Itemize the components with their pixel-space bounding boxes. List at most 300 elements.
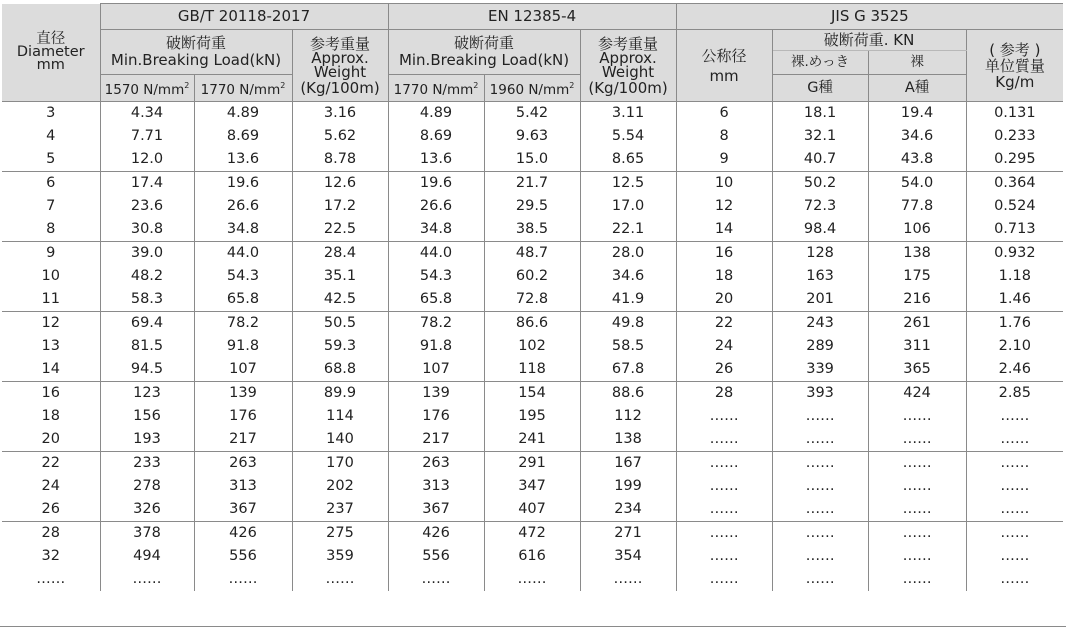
en-load-1770-value: …… — [421, 571, 451, 587]
en-weight-en1: Approx. — [599, 48, 657, 67]
en-weight-value: 167 — [614, 455, 642, 471]
diameter-cell — [2, 452, 100, 522]
gb-load-1570-value: 48.2 — [130, 268, 164, 284]
en-load-1770-cell — [388, 172, 484, 242]
jis-unit-weight-value: 2.10 — [998, 338, 1031, 354]
jis-unit-weight-value: 0.131 — [994, 105, 1036, 121]
jis-breaking-header: 破断荷重. KN — [772, 30, 966, 51]
en-standard-header: EN 12385-4 — [388, 4, 676, 30]
diameter-value: …… — [36, 571, 66, 587]
gb-weight-value: 5.62 — [323, 128, 357, 144]
jis-unit-weight-value: …… — [1000, 525, 1030, 541]
gb-load-1570-value: 23.6 — [130, 198, 164, 214]
en-load-1770-value: 426 — [422, 525, 450, 541]
en-load-1960-value: 241 — [518, 431, 546, 447]
en-load-1960-value: 72.8 — [515, 291, 549, 307]
en-load-1770-cell — [388, 312, 484, 382]
gb-load-1770-value: 426 — [229, 525, 257, 541]
en-load-1960-cell — [484, 242, 580, 312]
diameter-value: 4 — [46, 128, 56, 144]
gb-load-1770-value: 313 — [229, 478, 257, 494]
jis-load-g-value: 393 — [806, 385, 834, 401]
gb-load-1770-value: 4.89 — [226, 105, 260, 121]
en-weight-value: 58.5 — [611, 338, 645, 354]
en-load-1960-value: 5.42 — [515, 105, 549, 121]
diameter-value: 22 — [41, 455, 60, 471]
gb-breaking-cn: 破断荷重 — [165, 34, 226, 53]
jis-load-a-value: …… — [902, 525, 932, 541]
jis-unit-weight-value: 0.524 — [994, 198, 1036, 214]
gb-load-1570-value: 39.0 — [130, 245, 164, 261]
gb-weight-value: 59.3 — [323, 338, 357, 354]
en-load-1960-value: 347 — [518, 478, 546, 494]
en-load-1770-value: 91.8 — [419, 338, 453, 354]
jis-load-a-value: 19.4 — [900, 105, 934, 121]
gb-weight-cell — [292, 382, 388, 452]
jis-nominal-cell — [676, 522, 772, 592]
en-weight-value: 234 — [614, 501, 642, 517]
jis-load-a-value: 43.8 — [900, 151, 934, 167]
en-weight-value: 8.65 — [611, 151, 645, 167]
jis-load-g-cell — [772, 102, 868, 172]
en-load-1770-value: 4.89 — [419, 105, 453, 121]
gb-load-1570-value: 193 — [133, 431, 161, 447]
jis-load-g-value: 98.4 — [803, 221, 837, 237]
gb-weight-value: 42.5 — [323, 291, 357, 307]
gb-load-1770-value: 556 — [229, 548, 257, 564]
gb-load-1770-value: 26.6 — [226, 198, 260, 214]
jis-load-g-value: …… — [805, 571, 835, 587]
en-load-1770-value: 176 — [422, 408, 450, 424]
jis-unit-weight-value: 0.233 — [994, 128, 1036, 144]
gb-weight-cell — [292, 102, 388, 172]
jis-unit-weight-value: …… — [1000, 571, 1030, 587]
en-weight-value: 354 — [614, 548, 642, 564]
jis-load-g-cell — [772, 452, 868, 522]
gb-load-1770-value: 91.8 — [226, 338, 260, 354]
gb-weight-en2: Weight — [313, 62, 367, 81]
diameter-value: 24 — [41, 478, 60, 494]
diameter-value: 12 — [41, 315, 60, 331]
en-load-1770-value: 367 — [422, 501, 450, 517]
en-load-1960-value: 616 — [518, 548, 546, 564]
jis-load-a-value: 311 — [903, 338, 931, 354]
jis-nominal-value: 26 — [714, 361, 734, 377]
en-weight-value: 271 — [614, 525, 642, 541]
gb-load-1770-cell — [194, 312, 292, 382]
jis-nominal-value: 22 — [714, 315, 734, 331]
diameter-value: 6 — [46, 175, 56, 191]
en-load-1770-cell — [388, 382, 484, 452]
jis-unit-weight-cell — [966, 452, 1063, 522]
jis-unit-weight-value: …… — [1000, 408, 1030, 424]
diameter-header-unit: mm — [36, 56, 65, 73]
jis-nominal-cell — [676, 382, 772, 452]
gb-weight-value: 12.6 — [323, 175, 357, 191]
jis-unit-weight-value: 0.932 — [994, 245, 1036, 261]
gb-weight-value: 237 — [326, 501, 354, 517]
en-load-1770-cell — [388, 242, 484, 312]
jis-unit-weight-value: 2.85 — [998, 385, 1031, 401]
gb-load-1570-cell — [100, 102, 194, 172]
diameter-value: 3 — [46, 105, 56, 121]
en-load-1960-value: 9.63 — [515, 128, 549, 144]
en-load-1960-value: 29.5 — [515, 198, 549, 214]
en-weight-cell — [580, 172, 676, 242]
gb-weight-cell — [292, 452, 388, 522]
en-weight-cell — [580, 242, 676, 312]
jis-load-a-cell — [868, 312, 966, 382]
en-grade-1960 — [484, 74, 580, 102]
jis-load-g-value: 40.7 — [803, 151, 837, 167]
jis-nominal-cell — [676, 102, 772, 172]
jis-unit-weight-cell — [966, 312, 1063, 382]
jis-nominal-value: 8 — [719, 128, 729, 144]
jis-nominal-value: …… — [709, 548, 739, 564]
jis-nominal-unit: mm — [709, 66, 739, 85]
gb-load-1770-cell — [194, 522, 292, 592]
jis-load-a-value: …… — [902, 478, 932, 494]
gb-grade-1770-sup: 2 — [280, 80, 286, 90]
en-load-1960-cell — [484, 382, 580, 452]
gb-load-1570-cell — [100, 312, 194, 382]
jis-nominal-value: …… — [709, 408, 739, 424]
gb-weight-value: 22.5 — [323, 221, 357, 237]
jis-nominal-value: …… — [709, 525, 739, 541]
diameter-cell — [2, 382, 100, 452]
gb-load-1770-value: 13.6 — [226, 151, 260, 167]
jis-nominal-value: …… — [709, 455, 739, 471]
en-load-1960-value: 60.2 — [515, 268, 549, 284]
jis-nominal-cell — [676, 172, 772, 242]
en-load-1960-value: 48.7 — [515, 245, 549, 261]
en-load-1770-value: 19.6 — [419, 175, 453, 191]
gb-load-1770-cell — [194, 242, 292, 312]
gb-load-1770-value: 263 — [229, 455, 257, 471]
gb-load-1770-value: 8.69 — [226, 128, 260, 144]
en-weight-cell — [580, 452, 676, 522]
diameter-value: 16 — [41, 385, 60, 401]
jis-unit-weight-cell — [966, 102, 1063, 172]
gb-load-1570-cell — [100, 382, 194, 452]
jis-g-grade-top: 裸.めっき — [772, 51, 868, 75]
gb-load-1770-value: 19.6 — [226, 175, 260, 191]
diameter-cell — [2, 312, 100, 382]
jis-load-a-cell — [868, 172, 966, 242]
jis-load-a-value: 365 — [903, 361, 931, 377]
en-load-1960-value: 15.0 — [515, 151, 549, 167]
diameter-value: 7 — [46, 198, 56, 214]
en-weight-unit: (Kg/100m) — [588, 78, 668, 97]
en-load-1770-value: 78.2 — [419, 315, 453, 331]
en-weight-cn: 参考重量 — [598, 34, 659, 53]
jis-load-g-value: …… — [805, 408, 835, 424]
jis-nominal-cell — [676, 452, 772, 522]
jis-g-grade: G種 — [772, 74, 868, 102]
gb-grade-1570-sup: 2 — [184, 80, 190, 90]
gb-weight-value: 17.2 — [323, 198, 357, 214]
jis-load-g-cell — [772, 382, 868, 452]
jis-load-g-value: 50.2 — [803, 175, 837, 191]
jis-load-a-value: 138 — [903, 245, 931, 261]
jis-load-g-cell — [772, 312, 868, 382]
jis-load-g-value: …… — [805, 455, 835, 471]
en-breaking-en: Min.Breaking Load(kN) — [398, 51, 570, 70]
en-load-1960-value: 118 — [518, 361, 546, 377]
en-load-1960-value: 291 — [518, 455, 546, 471]
en-breaking-cn: 破断荷重 — [454, 34, 515, 53]
jis-load-a-value: 77.8 — [900, 198, 934, 214]
jis-nominal-value: 28 — [714, 385, 734, 401]
jis-load-a-cell — [868, 522, 966, 592]
jis-unit-weight-cell — [966, 172, 1063, 242]
en-load-1960-cell — [484, 102, 580, 172]
jis-load-g-value: 163 — [806, 268, 834, 284]
jis-unit-weight-value: 0.364 — [994, 175, 1036, 191]
jis-unit-weight-ref: ( 参考 ) — [989, 40, 1041, 59]
jis-load-a-value: …… — [902, 455, 932, 471]
gb-load-1570-value: 123 — [133, 385, 161, 401]
jis-load-a-cell — [868, 102, 966, 172]
jis-a-grade: A種 — [868, 74, 966, 102]
en-load-1960-value: 407 — [518, 501, 546, 517]
gb-weight-cell — [292, 312, 388, 382]
table-row-group — [2, 172, 1063, 242]
gb-load-1570-value: 58.3 — [130, 291, 164, 307]
jis-load-g-cell — [772, 242, 868, 312]
jis-unit-weight-value: …… — [1000, 501, 1030, 517]
jis-standard-header: JIS G 3525 — [676, 4, 1063, 30]
diameter-cell — [2, 242, 100, 312]
gb-load-1770-cell — [194, 452, 292, 522]
en-weight-value: 41.9 — [611, 291, 645, 307]
gb-load-1570-cell — [100, 522, 194, 592]
gb-load-1770-value: 78.2 — [226, 315, 260, 331]
en-load-1770-value: 26.6 — [419, 198, 453, 214]
en-load-1770-value: 34.8 — [419, 221, 453, 237]
jis-nominal-value: 24 — [714, 338, 734, 354]
jis-nominal-value: 18 — [714, 268, 734, 284]
gb-weight-en1: Approx. — [311, 48, 369, 67]
jis-unit-weight-cell — [966, 522, 1063, 592]
diameter-cell — [2, 102, 100, 172]
gb-weight-value: 50.5 — [323, 315, 357, 331]
jis-a-grade-top: 裸 — [868, 51, 966, 75]
jis-load-g-value: 72.3 — [803, 198, 837, 214]
gb-weight-value: 140 — [326, 431, 354, 447]
jis-load-g-value: 339 — [806, 361, 834, 377]
en-load-1770-value: 44.0 — [419, 245, 453, 261]
jis-unit-weight-value: 1.76 — [998, 315, 1031, 331]
en-load-1770-value: 263 — [422, 455, 450, 471]
diameter-value: 18 — [41, 408, 60, 424]
gb-breaking-load-header — [100, 30, 292, 75]
jis-load-g-value: 289 — [806, 338, 834, 354]
jis-load-a-cell — [868, 452, 966, 522]
en-weight-value: …… — [613, 571, 643, 587]
en-load-1960-cell — [484, 522, 580, 592]
en-load-1960-value: …… — [517, 571, 547, 587]
gb-load-1570-value: 81.5 — [130, 338, 164, 354]
jis-nominal-value: 16 — [714, 245, 734, 261]
en-weight-value: 5.54 — [611, 128, 645, 144]
diameter-value: 28 — [41, 525, 60, 541]
jis-load-a-cell — [868, 242, 966, 312]
jis-nominal-value: …… — [709, 501, 739, 517]
jis-load-g-value: 18.1 — [803, 105, 837, 121]
en-weight-value: 17.0 — [611, 198, 645, 214]
gb-load-1770-value: 176 — [229, 408, 257, 424]
jis-load-a-value: 424 — [903, 385, 931, 401]
en-load-1960-value: 472 — [518, 525, 546, 541]
gb-grade-1570-label: 1570 N/mm — [104, 81, 185, 98]
table-row-group — [2, 382, 1063, 452]
jis-load-g-value: …… — [805, 431, 835, 447]
jis-load-a-value: 106 — [903, 221, 931, 237]
jis-load-g-cell — [772, 522, 868, 592]
gb-weight-value: …… — [325, 571, 355, 587]
gb-load-1570-value: 326 — [133, 501, 161, 517]
en-load-1960-cell — [484, 172, 580, 242]
en-grade-1770-sup: 2 — [473, 80, 479, 90]
diameter-header-cn: 直径 — [36, 30, 66, 47]
bottom-rule — [0, 626, 1066, 627]
en-load-1770-value: 65.8 — [419, 291, 453, 307]
en-load-1960-value: 102 — [518, 338, 546, 354]
gb-weight-cell — [292, 172, 388, 242]
en-load-1960-value: 195 — [518, 408, 546, 424]
en-load-1960-value: 86.6 — [515, 315, 549, 331]
diameter-value: 5 — [46, 151, 56, 167]
en-breaking-load-header — [388, 30, 580, 75]
en-grade-1770 — [388, 74, 484, 102]
jis-load-a-value: …… — [902, 408, 932, 424]
jis-unit-weight-value: …… — [1000, 455, 1030, 471]
en-load-1960-cell — [484, 452, 580, 522]
en-weight-value: 112 — [614, 408, 642, 424]
gb-weight-value: 359 — [326, 548, 354, 564]
jis-nominal-value: …… — [709, 431, 739, 447]
en-grade-1770-label: 1770 N/mm — [393, 81, 474, 98]
gb-weight-value: 3.16 — [323, 105, 357, 121]
gb-weight-value: 114 — [326, 408, 354, 424]
jis-nominal-value: …… — [709, 478, 739, 494]
gb-load-1570-value: 12.0 — [130, 151, 164, 167]
gb-weight-value: 68.8 — [323, 361, 357, 377]
en-load-1770-value: 217 — [422, 431, 450, 447]
diameter-value: 10 — [41, 268, 60, 284]
gb-weight-header — [292, 30, 388, 102]
jis-load-a-value: …… — [902, 501, 932, 517]
jis-unit-weight-value: 1.18 — [998, 268, 1031, 284]
en-load-1960-value: 21.7 — [515, 175, 549, 191]
gb-load-1570-value: 30.8 — [130, 221, 164, 237]
gb-load-1570-value: …… — [132, 571, 162, 587]
gb-load-1570-value: 17.4 — [130, 175, 164, 191]
gb-grade-1770-label: 1770 N/mm — [200, 81, 281, 98]
gb-weight-cell — [292, 242, 388, 312]
jis-load-a-value: 216 — [903, 291, 931, 307]
gb-load-1770-value: 44.0 — [226, 245, 260, 261]
table-row-group — [2, 312, 1063, 382]
jis-nominal-value: 9 — [719, 151, 729, 167]
jis-load-g-value: 243 — [806, 315, 834, 331]
gb-load-1770-value: 139 — [229, 385, 257, 401]
en-weight-cell — [580, 522, 676, 592]
gb-weight-value: 35.1 — [323, 268, 357, 284]
gb-load-1570-value: 4.34 — [130, 105, 164, 121]
diameter-value: 14 — [41, 361, 60, 377]
diameter-cell — [2, 172, 100, 242]
table-row-group — [2, 242, 1063, 312]
jis-unit-weight-header — [966, 30, 1063, 102]
jis-load-a-value: …… — [902, 548, 932, 564]
gb-load-1570-value: 494 — [133, 548, 161, 564]
gb-weight-value: 28.4 — [323, 245, 357, 261]
gb-breaking-en: Min.Breaking Load(kN) — [110, 51, 282, 70]
gb-load-1570-value: 156 — [133, 408, 161, 424]
jis-unit-weight-value: 0.713 — [994, 221, 1036, 237]
jis-unit-weight-value: …… — [1000, 431, 1030, 447]
jis-unit-weight-cn: 单位質量 — [984, 56, 1045, 75]
en-load-1770-value: 54.3 — [419, 268, 453, 284]
en-weight-value: 3.11 — [611, 105, 645, 121]
jis-unit-weight-cell — [966, 382, 1063, 452]
en-weight-value: 88.6 — [611, 385, 645, 401]
en-load-1770-value: 139 — [422, 385, 450, 401]
jis-load-a-value: …… — [902, 431, 932, 447]
gb-load-1570-value: 7.71 — [130, 128, 164, 144]
en-load-1770-cell — [388, 102, 484, 172]
jis-nominal-value: …… — [709, 571, 739, 587]
jis-unit-weight-value: …… — [1000, 548, 1030, 564]
jis-load-g-value: 201 — [806, 291, 834, 307]
gb-load-1770-cell — [194, 172, 292, 242]
en-weight-value: 138 — [614, 431, 642, 447]
jis-nominal-cell — [676, 242, 772, 312]
diameter-value: 26 — [41, 501, 60, 517]
jis-load-g-value: …… — [805, 501, 835, 517]
jis-load-g-value: …… — [805, 525, 835, 541]
gb-load-1570-value: 69.4 — [130, 315, 164, 331]
gb-load-1570-cell — [100, 242, 194, 312]
diameter-header — [2, 4, 100, 102]
gb-weight-cn: 参考重量 — [310, 34, 371, 53]
jis-load-g-value: 32.1 — [803, 128, 837, 144]
gb-weight-value: 89.9 — [323, 385, 357, 401]
en-load-1960-cell — [484, 312, 580, 382]
table-row-group — [2, 102, 1063, 172]
jis-unit-weight-unit: Kg/m — [995, 72, 1035, 91]
wire-rope-spec-table — [2, 3, 1063, 591]
gb-load-1770-value: 367 — [229, 501, 257, 517]
jis-unit-weight-value: 0.295 — [994, 151, 1036, 167]
jis-load-a-value: 261 — [903, 315, 931, 331]
gb-grade-1770 — [194, 74, 292, 102]
gb-load-1770-value: 65.8 — [226, 291, 260, 307]
en-weight-value: 22.1 — [611, 221, 645, 237]
gb-weight-value: 8.78 — [323, 151, 357, 167]
jis-unit-weight-value: 1.46 — [998, 291, 1031, 307]
diameter-value: 20 — [41, 431, 60, 447]
en-weight-cell — [580, 102, 676, 172]
en-load-1770-cell — [388, 452, 484, 522]
diameter-value: 13 — [41, 338, 60, 354]
gb-load-1570-value: 378 — [133, 525, 161, 541]
jis-nominal-value: 12 — [714, 198, 734, 214]
gb-load-1570-cell — [100, 172, 194, 242]
gb-load-1770-value: 107 — [229, 361, 257, 377]
